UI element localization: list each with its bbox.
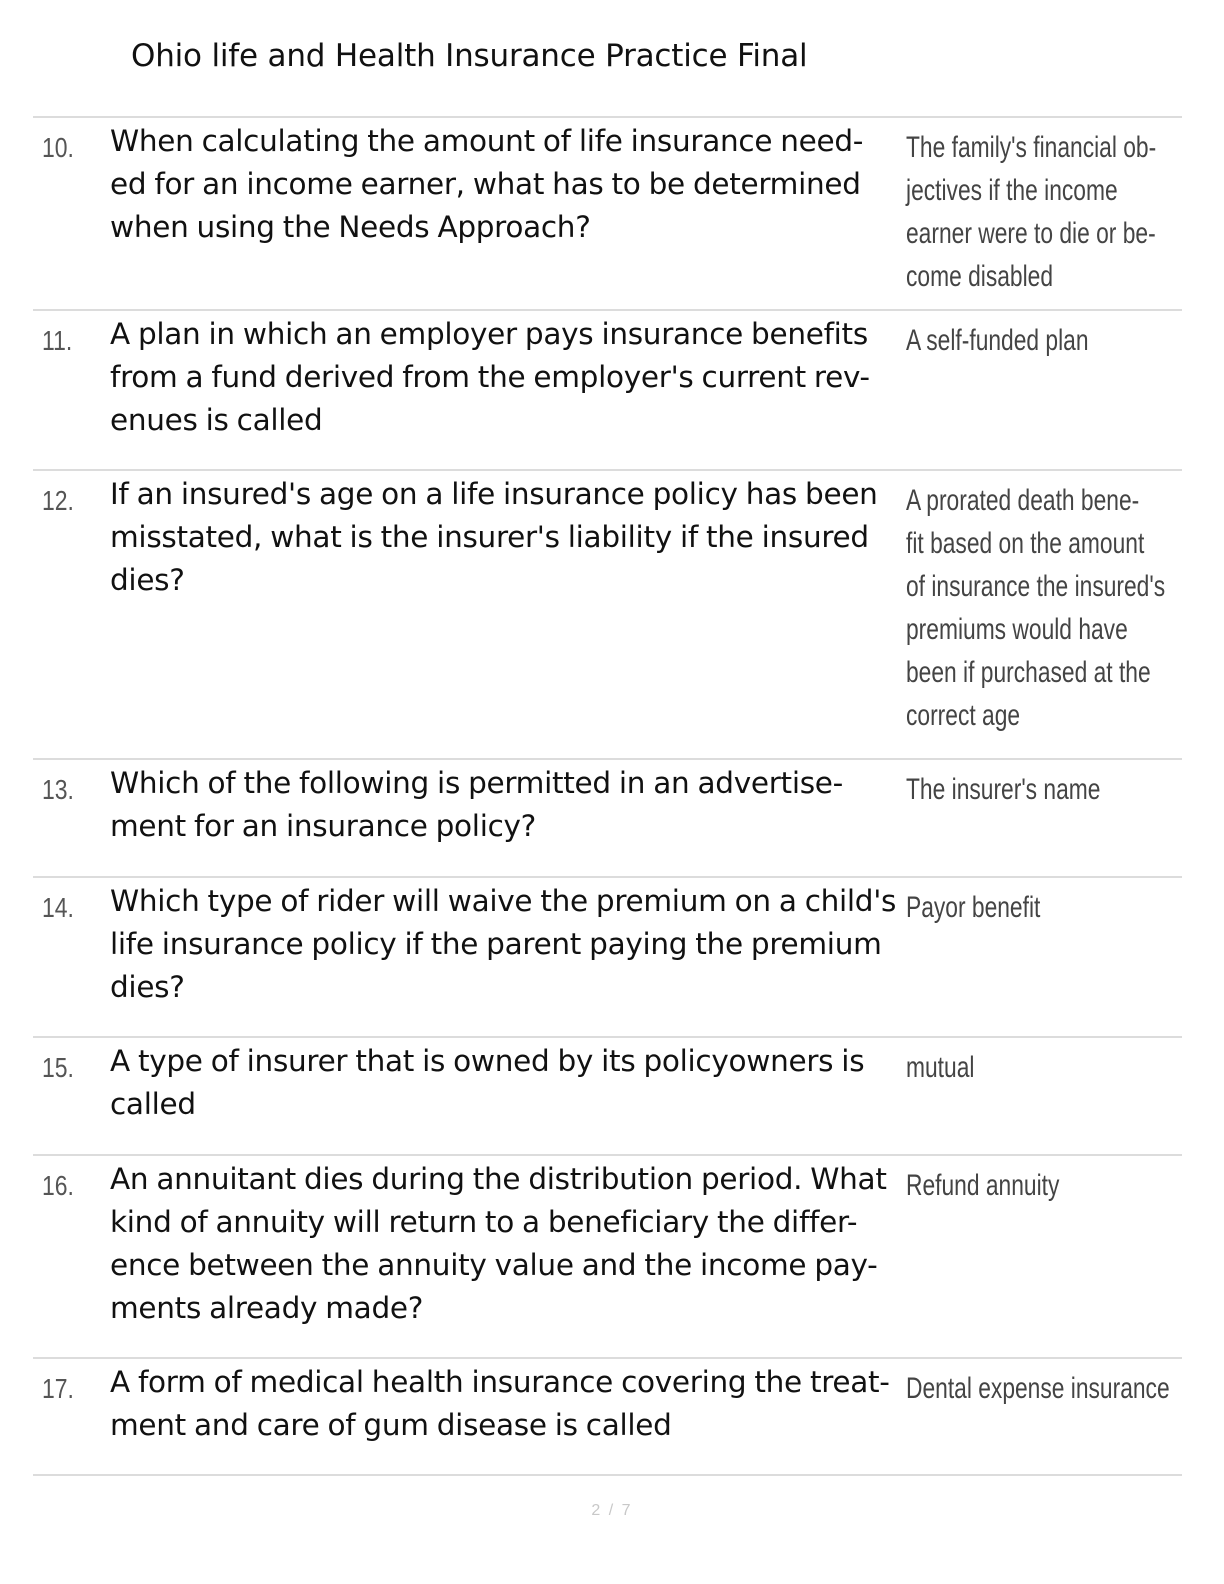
question-line: when using the Needs Approach? <box>110 210 591 244</box>
page-number: 2 / 7 <box>591 1502 633 1519</box>
question-line: life insurance policy if the parent paying the premium <box>110 927 882 961</box>
answer-text <box>906 886 1157 929</box>
answer-line: fit based on the amount <box>906 527 1145 560</box>
question-number: 15. <box>42 1052 74 1083</box>
question-line: ment for an insurance policy? <box>110 809 537 843</box>
qa-row <box>33 1038 1182 1156</box>
question-text <box>110 1158 900 1330</box>
answer-line: Dental expense insurance <box>906 1372 1170 1405</box>
question-line: dies? <box>110 970 185 1004</box>
qa-row <box>33 118 1182 311</box>
question-line: If an insured's age on a life insurance policy has been <box>110 477 878 511</box>
answer-text <box>906 1367 1170 1410</box>
question-line: A plan in which an employer pays insurance benefits <box>110 317 868 351</box>
question-number: 17. <box>42 1373 74 1404</box>
question-line: misstated, what is the insurer's liability if the insured <box>110 520 869 554</box>
qa-row <box>33 471 1182 760</box>
answer-text <box>906 126 1157 298</box>
question-line: ments already made? <box>110 1291 424 1325</box>
answer-line: Payor benefit <box>906 891 1041 924</box>
answer-line: been if purchased at the <box>906 656 1151 689</box>
question-line: dies? <box>110 563 185 597</box>
qa-row <box>33 311 1182 471</box>
answer-line: A self-funded plan <box>906 324 1089 357</box>
answer-text <box>906 319 1157 362</box>
answer-line: The family's financial ob- <box>906 131 1157 164</box>
question-text <box>110 762 900 848</box>
question-answer-list <box>33 116 1182 1476</box>
document-title: Ohio life and Health Insurance Practice Final <box>131 38 808 74</box>
question-text <box>110 473 900 602</box>
question-text <box>110 120 900 249</box>
answer-line: earner were to die or be- <box>906 217 1156 250</box>
answer-text <box>906 1046 1157 1089</box>
question-line: Which type of rider will waive the premium on a child's <box>110 884 897 918</box>
question-line: called <box>110 1087 196 1121</box>
answer-text <box>906 479 1166 737</box>
question-line: A form of medical health insurance covering the treat- <box>110 1365 890 1399</box>
answer-text <box>906 1164 1157 1207</box>
answer-line: premiums would have <box>906 613 1128 646</box>
question-line: When calculating the amount of life insurance need- <box>110 124 864 158</box>
question-line: ence between the annuity value and the income pay- <box>110 1248 878 1282</box>
question-number: 16. <box>42 1170 74 1201</box>
question-number: 10. <box>42 132 74 163</box>
question-number: 13. <box>42 774 74 805</box>
question-line: A type of insurer that is owned by its policyowners is <box>110 1044 865 1078</box>
answer-line: of insurance the insured's <box>906 570 1166 603</box>
answer-line: mutual <box>906 1051 975 1084</box>
question-line: An annuitant dies during the distribution period. What <box>110 1162 887 1196</box>
qa-row <box>33 760 1182 878</box>
qa-row <box>33 1359 1182 1476</box>
question-line: enues is called <box>110 403 323 437</box>
answer-line: correct age <box>906 699 1021 732</box>
question-text <box>110 1361 900 1447</box>
qa-row <box>33 1156 1182 1359</box>
question-number: 11. <box>42 325 73 356</box>
answer-line: come disabled <box>906 260 1054 293</box>
question-text <box>110 313 900 442</box>
question-line: Which of the following is permitted in an advertise- <box>110 766 843 800</box>
answer-line: Refund annuity <box>906 1169 1060 1202</box>
question-line: kind of annuity will return to a beneficiary the differ- <box>110 1205 858 1239</box>
question-number: 12. <box>42 485 74 516</box>
answer-line: A prorated death bene- <box>906 484 1140 517</box>
answer-line: The insurer's name <box>906 773 1101 806</box>
question-number: 14. <box>42 892 74 923</box>
answer-text <box>906 768 1157 811</box>
question-line: ed for an income earner, what has to be determined <box>110 167 861 201</box>
question-text <box>110 880 900 1009</box>
qa-row <box>33 878 1182 1038</box>
question-text <box>110 1040 900 1126</box>
question-line: from a fund derived from the employer's current rev- <box>110 360 870 394</box>
question-line: ment and care of gum disease is called <box>110 1408 672 1442</box>
answer-line: jectives if the income <box>906 174 1118 207</box>
